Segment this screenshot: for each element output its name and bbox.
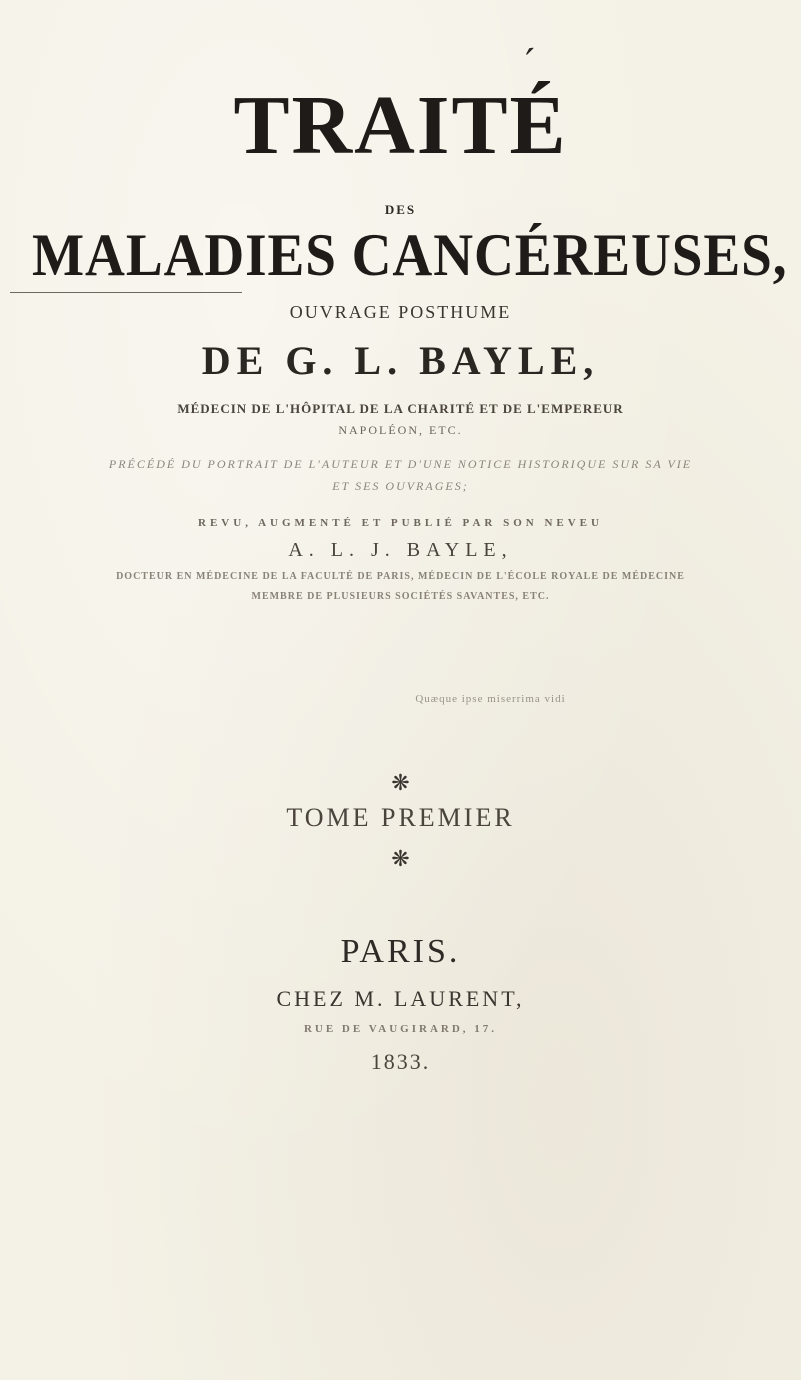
preceded-by-note: PRÉCÉDÉ DU PORTRAIT DE L'AUTEUR ET D'UNE NOTICE HISTORIQUE SUR SA VIE <box>108 457 693 471</box>
work-note: OUVRAGE POSTHUME <box>289 302 512 322</box>
editor-credentials: DOCTEUR EN MÉDECINE DE LA FACULTÉ DE PARIS, MÉDECIN DE L'ÉCOLE ROYALE DE MÉDECINE <box>116 571 685 582</box>
ornament-icon: ❋ <box>391 846 410 871</box>
publication-city: PARIS. <box>340 933 461 970</box>
editor-credentials-continued: MEMBRE DE PLUSIEURS SOCIÉTÉS SAVANTES, ETC. <box>251 591 550 602</box>
ornament-icon: ❋ <box>391 770 410 795</box>
author-role-continued: NAPOLÉON, ETC. <box>338 423 463 437</box>
publisher-address: RUE DE VAUGIRARD, 17. <box>303 1023 498 1035</box>
author-role: MÉDECIN DE L'HÔPITAL DE LA CHARITÉ ET DE L'EMPEREUR <box>177 401 624 416</box>
editor-name: A. L. J. BAYLE, <box>288 539 513 561</box>
volume-label: TOME PREMIER <box>286 803 515 832</box>
book-subject: MALADIES CANCÉREUSES, <box>32 222 788 288</box>
title-accent-mark: ́ <box>533 47 541 92</box>
book-title: TRAITÉ <box>233 79 568 172</box>
title-connector: DES <box>384 202 417 217</box>
publication-year: 1833. <box>370 1049 431 1074</box>
preceded-by-note-continued: ET SES OUVRAGES; <box>332 479 469 493</box>
decorative-rule <box>10 292 242 293</box>
publisher-name: CHEZ M. LAURENT, <box>276 986 525 1011</box>
epigraph: Quæque ipse miserrima vidi <box>415 693 566 705</box>
revised-by-note: REVU, AUGMENTÉ ET PUBLIÉ PAR SON NEVEU <box>198 517 603 529</box>
author-name: DE G. L. BAYLE, <box>201 338 600 383</box>
